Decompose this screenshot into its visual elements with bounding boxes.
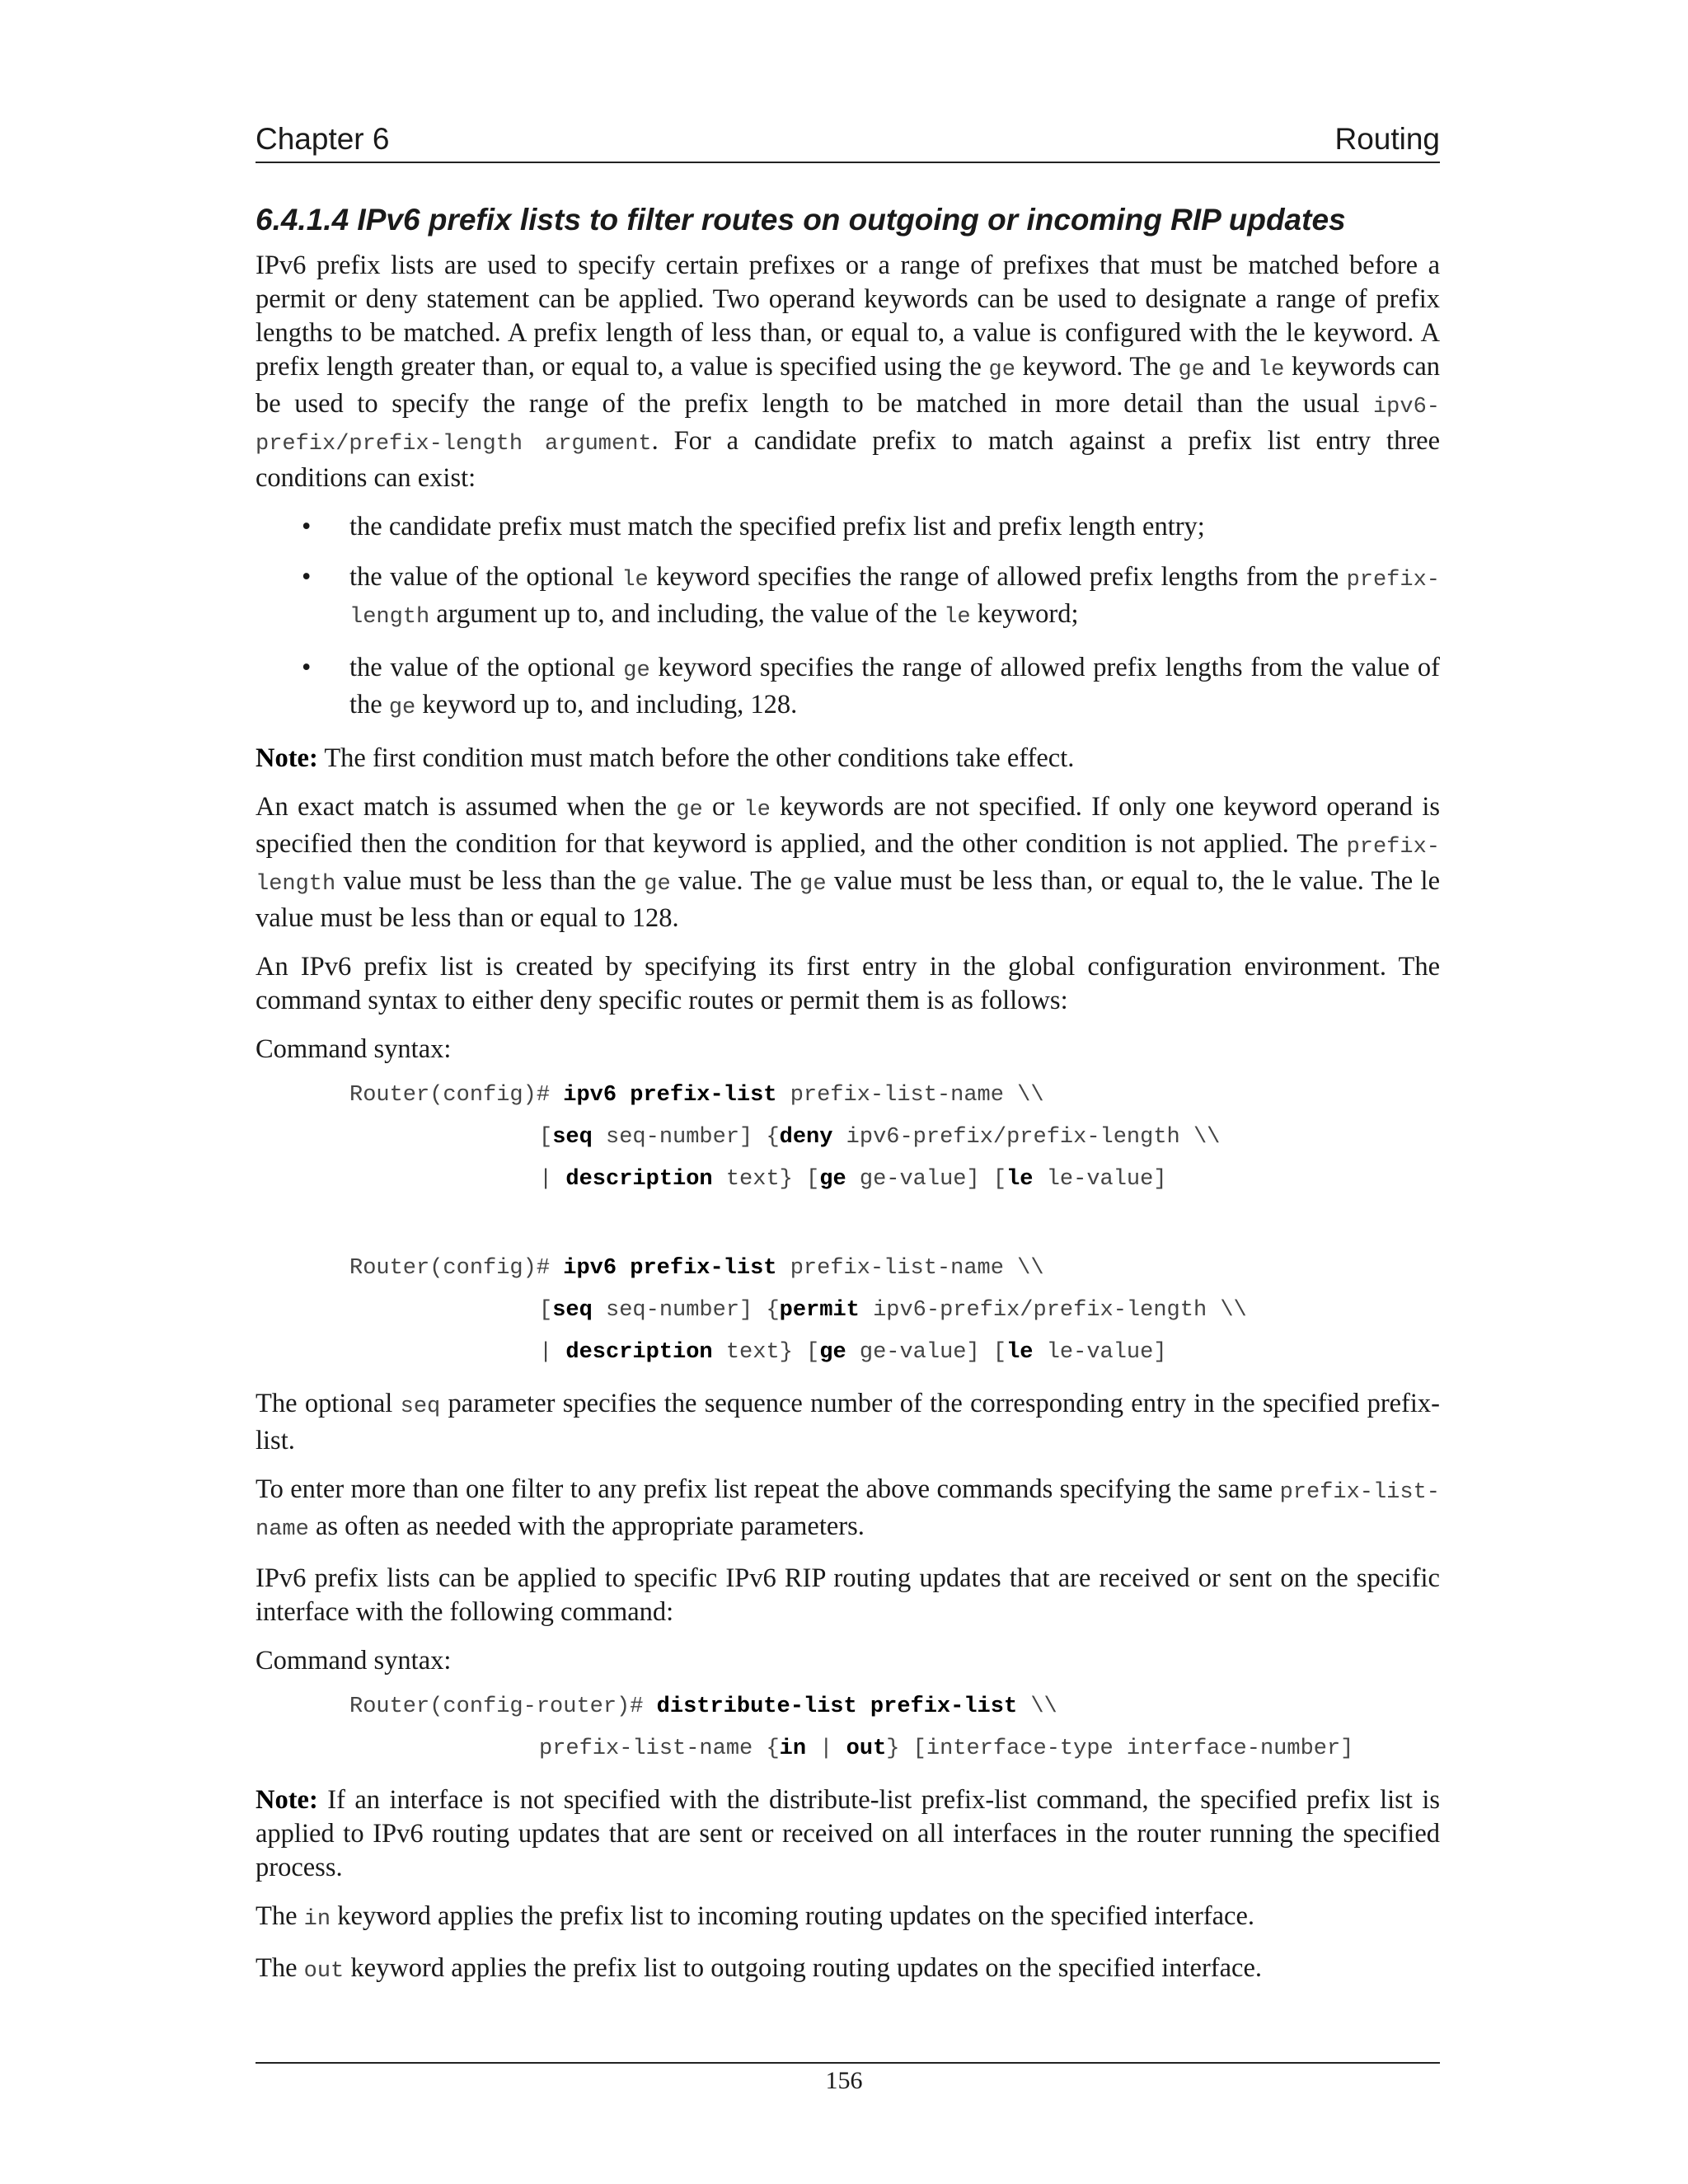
command-argument: [ xyxy=(539,1298,553,1323)
command-argument: ipv6-prefix/prefix-length \\ xyxy=(859,1298,1247,1323)
spacer xyxy=(256,1214,1440,1254)
command-line xyxy=(256,1296,1440,1338)
syntax-label: Command syntax: xyxy=(256,1034,452,1064)
chapter-label: Chapter 6 xyxy=(256,122,390,156)
command-keyword: seq xyxy=(552,1298,593,1323)
text-run: keywords are not specified. If only one keyword operand is specified then the condition for that keyword is applied, and the other condition is not applied. The xyxy=(256,792,1441,859)
command-argument: \\ xyxy=(1017,1694,1057,1719)
inline-code: ge xyxy=(644,872,671,897)
command-line xyxy=(256,1735,1440,1777)
inline-code: ge xyxy=(1178,358,1205,382)
list-item xyxy=(256,560,1440,635)
command-argument: seq-number] { xyxy=(592,1125,780,1150)
prompt: Router(config)# xyxy=(349,1083,564,1108)
inline-code: prefix-list-name xyxy=(256,1480,1440,1542)
list-item xyxy=(256,510,1440,544)
text-run: The xyxy=(256,1901,304,1931)
command-line xyxy=(256,1338,1440,1380)
seq-paragraph xyxy=(256,1387,1440,1458)
page-header xyxy=(256,122,1440,163)
command-keyword: ipv6 prefix-list xyxy=(563,1083,777,1108)
command-keyword: in xyxy=(779,1736,807,1761)
inline-code: ge xyxy=(799,872,827,897)
inline-code: prefix-length xyxy=(349,568,1440,630)
command-line xyxy=(256,1165,1440,1207)
text-run: parameter specifies the sequence number of the corresponding entry in the specified prefix-list. xyxy=(256,1389,1440,1455)
note-label: Note: xyxy=(256,743,318,773)
command-argument: ge-value] [ xyxy=(846,1340,1007,1365)
command-keyword: description xyxy=(565,1167,713,1192)
command-argument: ipv6-prefix/prefix-length \\ xyxy=(832,1125,1221,1150)
command-block-deny xyxy=(256,1081,1440,1207)
text-run: and xyxy=(1204,352,1258,382)
text-run: . For a candidate prefix to match against a prefix list entry three conditions can exist: xyxy=(256,426,1440,493)
syntax-label: Command syntax: xyxy=(256,1646,452,1675)
text-run: keyword specifies the range of allowed prefix lengths from the value of the xyxy=(349,653,1440,719)
command-keyword: le xyxy=(1006,1167,1034,1192)
text-run: keyword specifies the range of allowed prefix lengths from the xyxy=(648,562,1347,592)
command-argument: [ xyxy=(539,1125,553,1150)
text-run: value must be less than, or equal to, the le value. The le value must be less than or equal to 128. xyxy=(256,866,1440,933)
command-line xyxy=(256,1081,1440,1123)
in-keyword-paragraph xyxy=(256,1900,1440,1937)
note-paragraph xyxy=(256,1783,1440,1885)
page-number: 156 xyxy=(825,2067,863,2094)
text-run: keywords can be used to specify the range of the prefix length to be matched in more detail than the usual xyxy=(256,352,1441,419)
text-run: the value of the optional xyxy=(349,653,624,682)
text-run: the candidate prefix must match the specified prefix list and prefix length entry; xyxy=(349,512,1205,541)
command-argument: ge-value] [ xyxy=(846,1167,1007,1192)
inline-code: ge xyxy=(623,658,650,683)
text-run: as often as needed with the appropriate parameters. xyxy=(308,1511,865,1541)
command-argument: prefix-list-name { xyxy=(539,1736,780,1761)
condition-list xyxy=(256,510,1440,725)
command-argument: le-value] xyxy=(1033,1340,1167,1365)
command-keyword: out xyxy=(846,1736,887,1761)
command-keyword: seq xyxy=(552,1125,593,1150)
inline-code: le xyxy=(1257,358,1285,382)
apply-paragraph: IPv6 prefix lists can be applied to specific IPv6 RIP routing updates that are received or sent on the specific interface with the following command: xyxy=(256,1563,1440,1627)
command-keyword: deny xyxy=(779,1125,833,1150)
text-run: keyword applies the prefix list to incoming routing updates on the specified interface. xyxy=(331,1901,1254,1931)
command-line xyxy=(256,1254,1440,1296)
list-item xyxy=(256,651,1440,725)
exact-match-paragraph xyxy=(256,790,1440,935)
command-argument: } [interface-type interface-number] xyxy=(886,1736,1354,1761)
command-argument: | xyxy=(806,1736,846,1761)
text-run: keyword. The xyxy=(1015,352,1179,382)
command-argument: | xyxy=(539,1167,566,1192)
text-run: or xyxy=(702,792,744,822)
creation-paragraph: An IPv6 prefix list is created by specifying its first entry in the global configuration environment. The command syntax to either deny specific routes or permit them is as follows: xyxy=(256,952,1440,1015)
multiple-filters-paragraph xyxy=(256,1473,1440,1547)
section-title: 6.4.1.4 IPv6 prefix lists to filter routes on outgoing or incoming RIP updates xyxy=(256,203,1346,237)
command-block-permit xyxy=(256,1254,1440,1380)
inline-code: le xyxy=(743,798,771,823)
text-run: IPv6 prefix lists are used to specify certain prefixes or a range of prefixes that must be matched before a permit or deny statement can be applied. Two operand keywords can be used to designate a range of prefix lengths to be matched. A prefix length of less than, or equal to, a value is configured with the le keyword. A prefix length greater than, or equal to, a value is specified using the xyxy=(256,251,1440,382)
inline-code: le xyxy=(621,568,649,593)
command-argument: prefix-list-name \\ xyxy=(776,1083,1044,1108)
text-run: To enter more than one filter to any prefix list repeat the above commands specifying the same xyxy=(256,1474,1280,1504)
command-line xyxy=(256,1123,1440,1165)
inline-code: seq xyxy=(400,1394,441,1419)
command-keyword: le xyxy=(1006,1340,1034,1365)
command-block-distribute xyxy=(256,1693,1440,1777)
text-run: keyword applies the prefix list to outgoing routing updates on the specified interface. xyxy=(344,1953,1262,1983)
command-argument: le-value] xyxy=(1033,1167,1167,1192)
inline-code: in xyxy=(303,1907,331,1932)
inline-code: le xyxy=(944,605,971,630)
text-run: keyword up to, and including, 128. xyxy=(415,690,798,719)
text-run: If an interface is not specified with the distribute-list prefix-list command, the specified prefix list is applied to IPv6 routing updates that are sent or received on all interfaces in the router running the specified process. xyxy=(256,1785,1440,1882)
command-keyword: description xyxy=(565,1340,713,1365)
intro-paragraph xyxy=(256,249,1440,495)
inline-code: out xyxy=(303,1959,345,1984)
text-run: An exact match is assumed when the xyxy=(256,792,677,822)
note-label: Note: xyxy=(256,1785,318,1815)
command-keyword: distribute-list prefix-list xyxy=(656,1694,1018,1719)
footer-rule xyxy=(256,2062,1440,2064)
command-argument: text} [ xyxy=(712,1167,820,1192)
section-label: Routing xyxy=(1334,122,1440,156)
text-run: keyword; xyxy=(970,599,1079,629)
inline-code: ge xyxy=(676,798,703,823)
text-run: value must be less than the xyxy=(335,866,645,896)
text-run: The first condition must match before the other conditions take effect. xyxy=(317,743,1075,773)
inline-code: ipv6-prefix/prefix-length argument xyxy=(256,395,1440,457)
command-argument: prefix-list-name \\ xyxy=(776,1256,1044,1281)
inline-code: prefix-length xyxy=(256,835,1440,897)
command-argument: | xyxy=(539,1340,566,1365)
command-keyword: ge xyxy=(819,1340,846,1365)
text-run: the value of the optional xyxy=(349,562,622,592)
text-run: argument up to, and including, the value of the xyxy=(429,599,945,629)
text-run: value. The xyxy=(670,866,800,896)
out-keyword-paragraph xyxy=(256,1952,1440,1989)
text-run: The optional xyxy=(256,1389,401,1418)
command-keyword: ipv6 prefix-list xyxy=(563,1256,777,1281)
prompt: Router(config-router)# xyxy=(349,1694,657,1719)
command-argument: seq-number] { xyxy=(592,1298,780,1323)
command-keyword: permit xyxy=(779,1298,860,1323)
text-run: The xyxy=(256,1953,304,1983)
command-argument: text} [ xyxy=(712,1340,820,1365)
command-line xyxy=(256,1693,1440,1735)
note-paragraph xyxy=(256,742,1440,776)
command-keyword: ge xyxy=(819,1167,846,1192)
prompt: Router(config)# xyxy=(349,1256,564,1281)
page-body xyxy=(256,201,1440,2004)
inline-code: ge xyxy=(388,696,416,720)
inline-code: ge xyxy=(988,358,1015,382)
